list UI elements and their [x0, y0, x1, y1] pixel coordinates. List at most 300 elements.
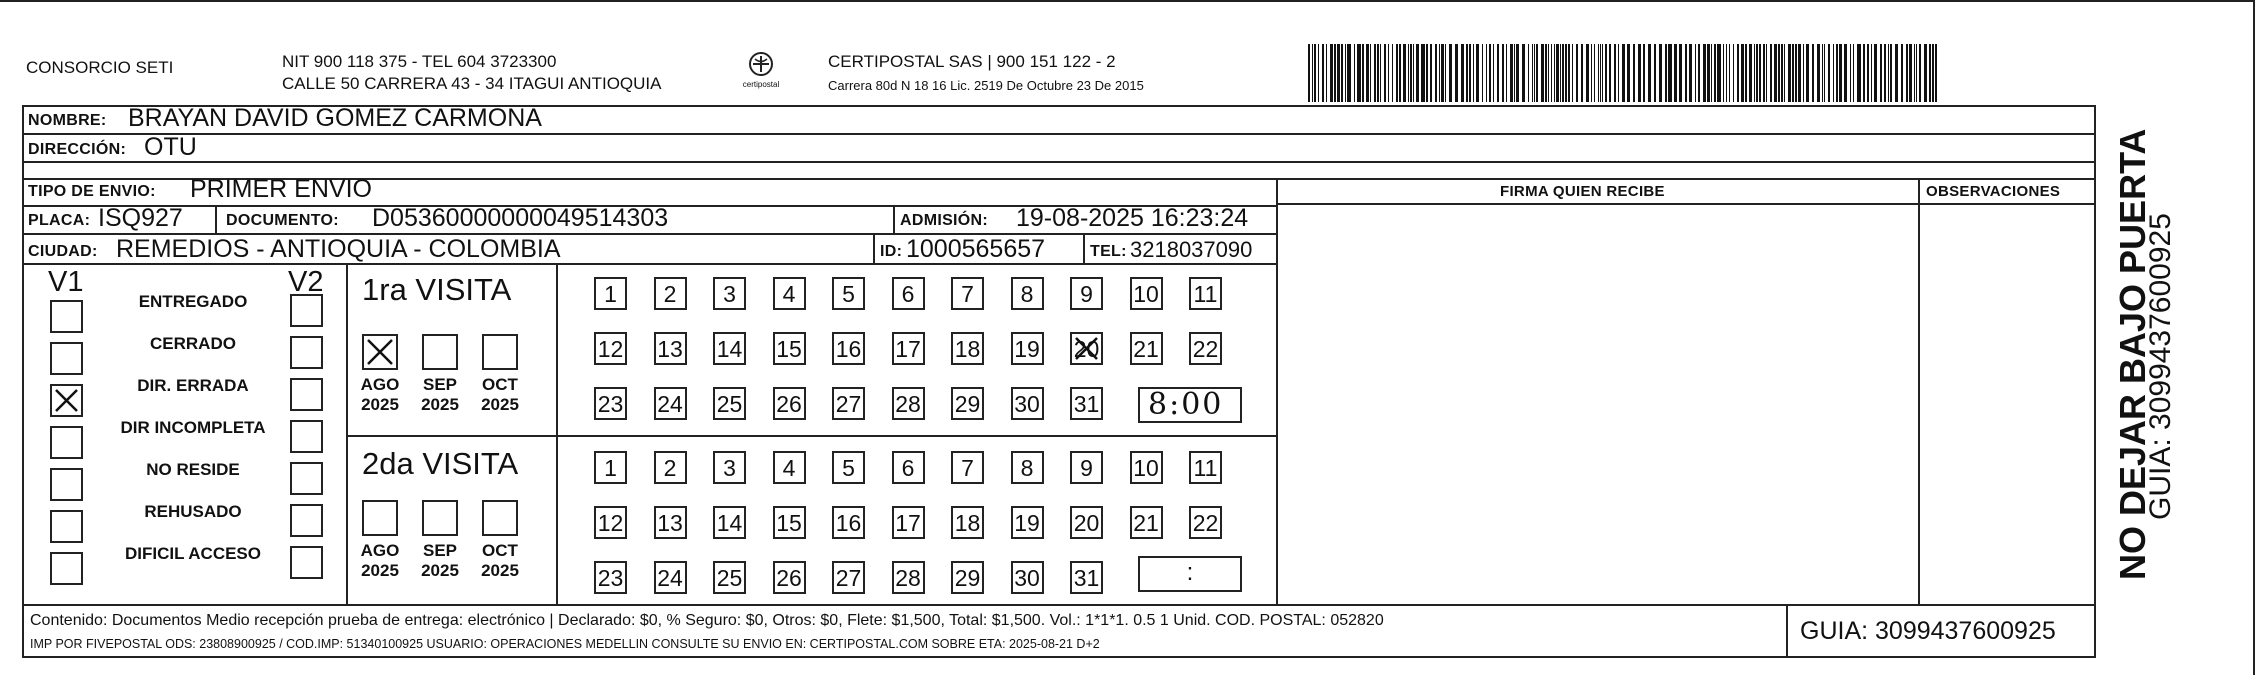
barcode-bar [1600, 44, 1601, 102]
day-number: 16 [835, 336, 862, 362]
barcode-bar [1895, 44, 1898, 102]
barcode-bar [1322, 44, 1324, 102]
documento-label: DOCUMENTO: [226, 212, 339, 229]
barcode-bar [1388, 44, 1389, 102]
day-number: 23 [597, 391, 624, 417]
barcode-bar [1396, 44, 1398, 102]
barcode-bar [1370, 44, 1371, 102]
barcode-bar [1803, 44, 1804, 102]
v1-label: V1 [48, 266, 84, 298]
barcode-bar [1337, 44, 1340, 102]
first-visit-day[interactable] [1011, 387, 1044, 420]
month-name: OCT [482, 541, 518, 560]
barcode-bar [1318, 44, 1319, 102]
day-number: 27 [835, 565, 862, 591]
second-visit-day[interactable] [594, 561, 627, 594]
id-label: ID: [880, 243, 903, 260]
barcode-bar [1828, 44, 1830, 102]
second-visit-day[interactable] [1070, 506, 1103, 539]
col-line [1918, 178, 1920, 604]
second-visit-day[interactable] [1011, 506, 1044, 539]
second-visit-day[interactable] [892, 561, 925, 594]
v1-checkbox[interactable] [50, 342, 83, 375]
day-number: 19 [1014, 510, 1040, 536]
barcode-bar [1633, 44, 1635, 102]
v1-checkbox[interactable] [50, 426, 83, 459]
first-visit-title: 1ra VISITA [362, 272, 512, 307]
day-number: 25 [716, 565, 743, 591]
second-visit-day[interactable] [832, 506, 865, 539]
v1-checkbox[interactable] [50, 552, 83, 585]
barcode-bar [1461, 44, 1464, 102]
barcode-bar [1384, 44, 1386, 102]
first-visit-day[interactable] [1070, 277, 1103, 310]
day-number: 14 [716, 336, 743, 362]
day-number: 11 [1193, 281, 1218, 307]
second-visit-day[interactable] [832, 451, 865, 484]
day-number: 11 [1193, 455, 1218, 481]
first-visit-day[interactable] [1011, 332, 1044, 365]
barcode-bar [1455, 44, 1458, 102]
second-visit-day[interactable] [713, 451, 746, 484]
second-visit-day[interactable] [713, 561, 746, 594]
barcode-bar [1609, 44, 1611, 102]
barcode-bar [1929, 44, 1931, 102]
admision-value: 19-08-2025 16:23:24 [1016, 204, 1249, 232]
month-year: 2025 [421, 561, 459, 580]
month-year: 2025 [481, 395, 519, 414]
col-line [893, 205, 895, 233]
barcode-bar [1445, 44, 1446, 102]
barcode-bar [1548, 44, 1549, 102]
barcode-bar [1314, 44, 1316, 102]
barcode-bar [1486, 44, 1487, 102]
barcode-bar [1591, 44, 1592, 102]
barcode-bar [1347, 44, 1351, 102]
col-line [556, 263, 558, 604]
second-visit-day[interactable] [892, 506, 925, 539]
day-number: 8 [1020, 455, 1034, 481]
second-visit-day[interactable] [1189, 451, 1222, 484]
barcode-bar [1510, 44, 1513, 102]
barcode-bar [1565, 44, 1567, 102]
ciudad-value: REMEDIOS - ANTIOQUIA - COLOMBIA [116, 235, 561, 263]
barcode-bar [1703, 44, 1706, 102]
barcode-bar [1380, 44, 1381, 102]
barcode-bar [1698, 44, 1700, 102]
first-visit-day[interactable] [951, 332, 984, 365]
v2-checkbox[interactable] [290, 336, 323, 369]
first-visit-day[interactable] [594, 332, 627, 365]
barcode-bar [1541, 44, 1544, 102]
v2-checkbox[interactable] [290, 294, 323, 327]
second-visit-day[interactable] [951, 506, 984, 539]
barcode-bar [1723, 44, 1724, 102]
barcode-bar [1534, 44, 1535, 102]
firma-label: FIRMA QUIEN RECIBE [1500, 183, 1665, 200]
day-number: 31 [1073, 565, 1100, 591]
v2-checkbox[interactable] [290, 378, 323, 411]
day-number: 22 [1192, 336, 1219, 362]
day-number: 21 [1133, 510, 1159, 536]
reason-label: CERRADO [150, 334, 236, 353]
second-visit-day[interactable] [654, 561, 687, 594]
second-visit-day[interactable] [654, 506, 687, 539]
day-number: 24 [657, 391, 683, 417]
v2-checkbox[interactable] [290, 546, 323, 579]
barcode-bar [1308, 44, 1310, 102]
barcode-bar [1357, 44, 1361, 102]
second-time-box[interactable]: : [1138, 556, 1242, 592]
barcode-bar [1919, 44, 1921, 102]
month-label [352, 375, 408, 415]
barcode-bar [1914, 44, 1915, 102]
second-visit-day[interactable] [1070, 561, 1103, 594]
day-number: 6 [901, 455, 915, 481]
day-number: 28 [895, 391, 921, 417]
month-label [472, 375, 528, 415]
first-visit-day[interactable] [892, 277, 925, 310]
first-visit-day[interactable] [1189, 277, 1222, 310]
day-number: 1 [604, 281, 617, 307]
first-visit-day[interactable] [951, 277, 984, 310]
barcode-bar [1695, 44, 1696, 102]
month-name: SEP [422, 541, 458, 560]
barcode-bar [1874, 44, 1877, 102]
barcode-bar [1822, 44, 1823, 102]
first-visit-day[interactable] [1130, 332, 1163, 365]
first-visit-day[interactable] [832, 387, 865, 420]
day-number: 12 [597, 510, 624, 536]
day-number: 17 [895, 336, 921, 362]
day-number: 4 [782, 455, 796, 481]
v2-checkbox[interactable] [290, 504, 323, 537]
second-visit-day[interactable] [594, 451, 627, 484]
first-visit-day[interactable] [594, 277, 627, 310]
barcode-bar [1643, 44, 1645, 102]
col-line [1276, 178, 1278, 604]
barcode-bar [1665, 44, 1667, 102]
second-visit-day[interactable] [773, 451, 806, 484]
barcode-bar [1792, 44, 1794, 102]
second-visit-day[interactable] [713, 506, 746, 539]
barcode-bar [1935, 44, 1937, 102]
second-visit-day[interactable] [1011, 451, 1044, 484]
first-visit-day[interactable] [1070, 387, 1103, 420]
first-visit-day[interactable] [713, 277, 746, 310]
direccion-label: DIRECCIÓN: [28, 141, 127, 158]
second-visit-day[interactable] [654, 451, 687, 484]
day-number: 20 [1073, 510, 1100, 536]
barcode-bar [1784, 44, 1785, 102]
day-number: 22 [1192, 510, 1219, 536]
barcode-bar [1717, 44, 1721, 102]
barcode-bar [1403, 44, 1406, 102]
second-visit-day[interactable] [1070, 451, 1103, 484]
barcode-bar [1528, 44, 1529, 102]
barcode-bar [1326, 44, 1327, 102]
nombre-label: NOMBRE: [28, 112, 107, 129]
tel-value: 3218037090 [1130, 237, 1253, 262]
first-visit-day[interactable] [951, 387, 984, 420]
barcode-bar [1576, 44, 1578, 102]
first-visit-day[interactable] [654, 277, 687, 310]
logo-text: certipostal [742, 80, 780, 89]
barcode-bar [1756, 44, 1758, 102]
first-visit-day[interactable] [713, 332, 746, 365]
second-visit-day[interactable] [951, 451, 984, 484]
barcode-bar [1795, 44, 1797, 102]
barcode-bar [1737, 44, 1739, 102]
certipostal-line: CERTIPOSTAL SAS | 900 151 122 - 2 [828, 52, 1116, 71]
barcode-bar [1745, 44, 1747, 102]
barcode-bar [1341, 44, 1343, 102]
barcode-bar [1638, 44, 1641, 102]
barcode-bar [1354, 44, 1355, 102]
col-line [1786, 604, 1788, 658]
day-number: 2 [663, 281, 677, 307]
barcode-bar [1449, 44, 1452, 102]
month-name: AGO [360, 375, 400, 394]
barcode-bar [1516, 44, 1519, 102]
day-number: 29 [954, 391, 981, 417]
ciudad-label: CIUDAD: [28, 243, 98, 260]
barcode-bar [1839, 44, 1842, 102]
barcode-bar [1867, 44, 1869, 102]
barcode-bar [1759, 44, 1761, 102]
barcode-bar [1435, 44, 1437, 102]
day-number: 30 [1014, 565, 1040, 591]
day-number: 5 [842, 281, 855, 307]
v2-checkbox[interactable] [290, 420, 323, 453]
barcode-bar [1562, 44, 1564, 102]
first-visit-day[interactable] [892, 332, 925, 365]
second-visit-day[interactable] [951, 561, 984, 594]
day-number: 9 [1080, 281, 1093, 307]
barcode-bar [1602, 44, 1603, 102]
day-number: 2 [663, 455, 677, 481]
barcode-bar [1774, 44, 1777, 102]
day-number: 26 [776, 391, 802, 417]
barcode-bar [1627, 44, 1630, 102]
barcode-bar [1502, 44, 1504, 102]
day-number: 23 [597, 565, 624, 591]
barcode-bar [1618, 44, 1619, 102]
v1-checkbox[interactable] [50, 300, 83, 333]
day-number: 14 [716, 510, 743, 536]
barcode-bar [1890, 44, 1892, 102]
barcode-bar [1514, 44, 1515, 102]
day-number: 19 [1014, 336, 1040, 362]
day-number: 17 [895, 510, 921, 536]
nit-line: NIT 900 118 375 - TEL 604 3723300 [282, 52, 557, 71]
month-label [472, 541, 528, 581]
barcode-bar [1522, 44, 1525, 102]
month-year: 2025 [361, 395, 399, 414]
day-number: 1 [604, 455, 617, 481]
month-checkbox[interactable] [362, 500, 398, 536]
barcode-bar [1421, 44, 1425, 102]
barcode-bar [1824, 44, 1825, 102]
barcode-bar [1909, 44, 1912, 102]
barcode-bar [1366, 44, 1369, 102]
barcode-icon [1308, 44, 1940, 102]
tipo-envio-value: PRIMER ENVIO [190, 175, 372, 203]
day-number: 25 [716, 391, 743, 417]
first-visit-day[interactable] [713, 387, 746, 420]
first-visit-day[interactable] [773, 332, 806, 365]
barcode-bar [1560, 44, 1561, 102]
barcode-bar [1554, 44, 1555, 102]
col-line [346, 263, 348, 604]
barcode-bar [1916, 44, 1917, 102]
first-time-value: 8:00 [1148, 387, 1224, 422]
admision-label: ADMISIÓN: [900, 212, 989, 229]
barcode-bar [1770, 44, 1772, 102]
month-checkbox[interactable] [422, 500, 458, 536]
v2-checkbox[interactable] [290, 462, 323, 495]
barcode-bar [1778, 44, 1780, 102]
first-visit-day[interactable] [654, 332, 687, 365]
day-number: 16 [835, 510, 862, 536]
day-number: 21 [1133, 336, 1159, 362]
no-dejar-text: NO DEJAR BAJO PUERTA [2112, 128, 2153, 580]
first-visit-day[interactable] [654, 387, 687, 420]
barcode-bar [1581, 44, 1583, 102]
barcode-bar [1493, 44, 1494, 102]
barcode-bar [1439, 44, 1440, 102]
first-visit-day[interactable] [1011, 277, 1044, 310]
barcode-bar [1754, 44, 1755, 102]
barcode-bar [1408, 44, 1409, 102]
v1-checkbox[interactable] [50, 468, 83, 501]
barcode-bar [1441, 44, 1444, 102]
barcode-bar [1812, 44, 1814, 102]
barcode-bar [1410, 44, 1412, 102]
first-visit-day[interactable] [1070, 332, 1103, 365]
barcode-bar [1924, 44, 1927, 102]
barcode-bar [1863, 44, 1865, 102]
second-visit-day[interactable] [1189, 506, 1222, 539]
barcode-bar [1906, 44, 1908, 102]
reason-label: DIR. ERRADA [137, 376, 249, 395]
second-visit-day[interactable] [1130, 451, 1163, 484]
imp-line: IMP POR FIVEPOSTAL ODS: 23808900925 / COD.IMP: 51340100925 USUARIO: OPERACIONES MEDELLIN CONSULTE SU ENVIO EN: CERTIPOSTAL.COM SOBRE ETA: 2025-08-21 D+2 [30, 637, 1100, 651]
day-number: 10 [1133, 455, 1159, 481]
barcode-bar [1741, 44, 1744, 102]
second-visit-day[interactable] [832, 561, 865, 594]
day-number: 28 [895, 565, 921, 591]
barcode-bar [1932, 44, 1934, 102]
first-time-box[interactable] [1138, 387, 1242, 423]
second-visit-day[interactable] [594, 506, 627, 539]
day-number: 15 [776, 510, 802, 536]
barcode-bar [1659, 44, 1662, 102]
barcode-bar [1733, 44, 1734, 102]
month-checkbox[interactable] [422, 334, 458, 370]
second-visit-day[interactable] [892, 451, 925, 484]
barcode-bar [1622, 44, 1625, 102]
month-year: 2025 [421, 395, 459, 414]
month-name: SEP [422, 375, 458, 394]
barcode-bar [1594, 44, 1595, 102]
first-visit-day[interactable] [773, 387, 806, 420]
row-line [22, 133, 2096, 135]
footer-guia: GUIA: 3099437600925 [1800, 617, 2056, 645]
barcode-bar [1817, 44, 1820, 102]
first-visit-day[interactable] [892, 387, 925, 420]
month-checkbox[interactable] [482, 500, 518, 536]
barcode-bar [1648, 44, 1651, 102]
month-year: 2025 [481, 561, 519, 580]
contenido-line: Contenido: Documentos Medio recepción prueba de entrega: electrónico | Declarado: $0, % Seguro: $0, Otros: $0, Flete: $1,500, Total: $1,500. Vol.: 1*1*1. 0.5 1 Unid. COD. POSTAL: 052820 [30, 612, 1384, 629]
barcode-bar [1399, 44, 1401, 102]
second-visit-day[interactable] [1011, 561, 1044, 594]
day-number: 13 [657, 336, 683, 362]
first-visit-day[interactable] [594, 387, 627, 420]
month-checkbox[interactable] [482, 334, 518, 370]
first-visit-day[interactable] [832, 277, 865, 310]
v1-checkbox[interactable] [50, 510, 83, 543]
first-visit-day[interactable] [1130, 277, 1163, 310]
row-line [22, 161, 2096, 163]
license-line: Carrera 80d N 18 16 Lic. 2519 De Octubre 23 De 2015 [828, 78, 1144, 93]
barcode-bar [1763, 44, 1765, 102]
first-visit-day[interactable] [1189, 332, 1222, 365]
second-visit-day[interactable] [773, 561, 806, 594]
barcode-bar [1430, 44, 1432, 102]
day-number: 30 [1014, 391, 1040, 417]
placa-label: PLACA: [28, 212, 91, 229]
barcode-bar [1392, 44, 1393, 102]
tel-label: TEL: [1090, 243, 1127, 260]
barcode-bar [1668, 44, 1672, 102]
first-visit-day[interactable] [832, 332, 865, 365]
day-number: 6 [901, 281, 915, 307]
barcode-bar [1871, 44, 1872, 102]
company-name: CONSORCIO SETI [26, 58, 174, 77]
barcode-bar [1707, 44, 1710, 102]
day-number: 12 [597, 336, 624, 362]
barcode-bar [1798, 44, 1801, 102]
barcode-bar [1312, 44, 1313, 102]
barcode-bar [1853, 44, 1854, 102]
second-visit-day[interactable] [1130, 506, 1163, 539]
observaciones-label: OBSERVACIONES [1926, 183, 2061, 200]
row-line [22, 604, 2096, 606]
col-line [215, 205, 217, 233]
barcode-bar [1844, 44, 1847, 102]
barcode-bar [1749, 44, 1752, 102]
barcode-bar [1884, 44, 1886, 102]
second-visit-day[interactable] [773, 506, 806, 539]
month-checkbox[interactable] [362, 334, 398, 370]
barcode-bar [1345, 44, 1346, 102]
barcode-bar [1377, 44, 1379, 102]
reason-label: DIR INCOMPLETA [120, 418, 266, 437]
barcode-bar [1482, 44, 1483, 102]
barcode-bar [1334, 44, 1336, 102]
day-number: 4 [782, 281, 796, 307]
barcode-bar [1374, 44, 1376, 102]
v1-checkbox[interactable] [50, 384, 83, 417]
first-visit-day[interactable] [773, 277, 806, 310]
day-number: 18 [954, 510, 981, 536]
barcode-bar [1711, 44, 1712, 102]
day-number: 13 [657, 510, 683, 536]
barcode-bar [1614, 44, 1616, 102]
col-line [1083, 233, 1085, 263]
